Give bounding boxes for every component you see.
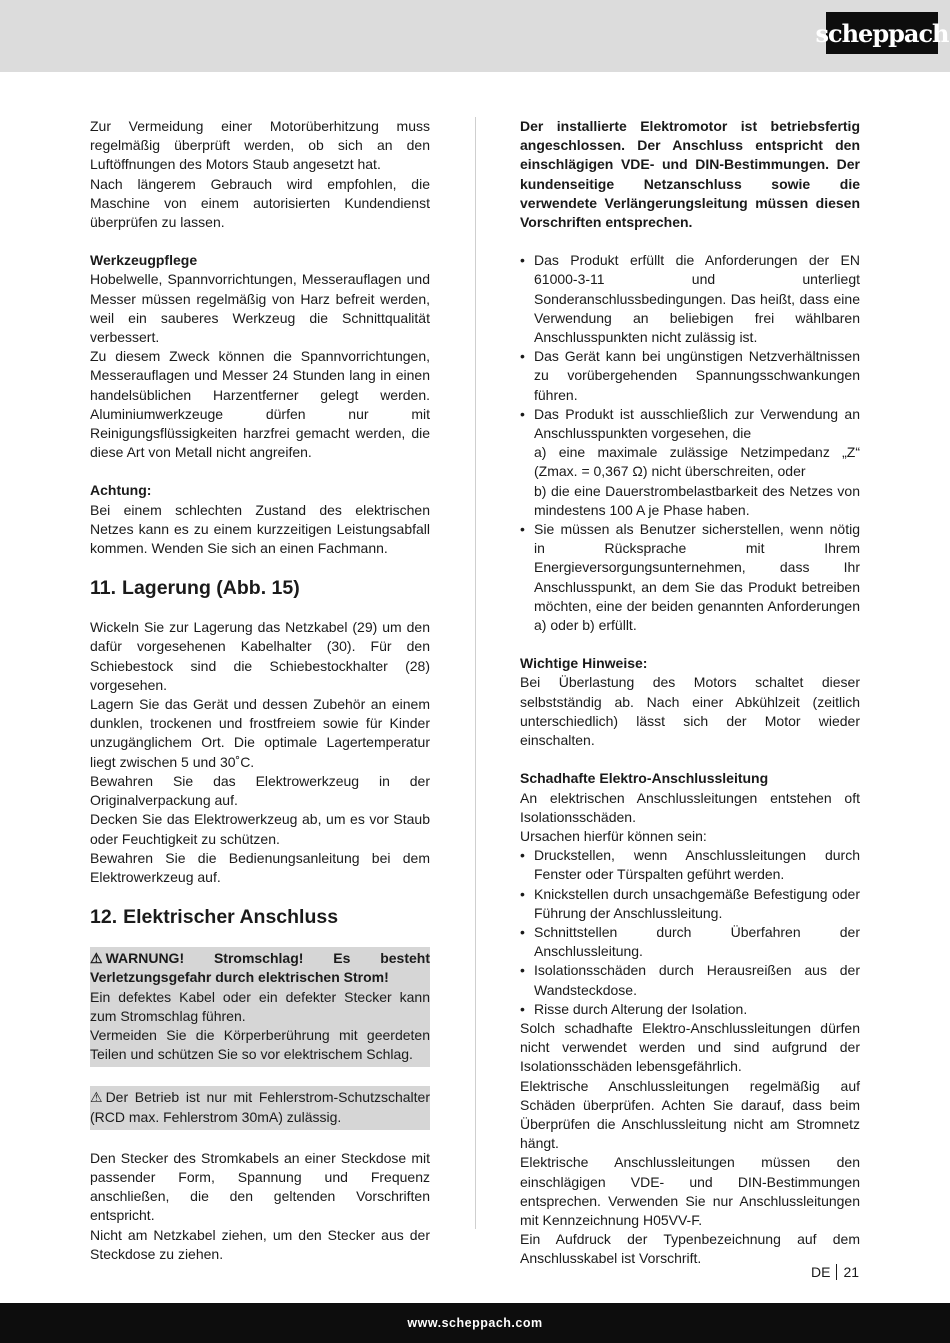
- brand-logo: scheppach: [826, 12, 938, 54]
- paragraph: Ein defektes Kabel oder ein defekter Stecker kann zum Stromschlag führen.: [90, 988, 430, 1024]
- header-bar: [0, 0, 950, 72]
- subheading-achtung: Achtung:: [90, 482, 152, 499]
- right-column: [520, 117, 860, 1269]
- list-item: • Druckstellen, wenn Anschlussleitungen durch Fenster oder Türspalten geführt werden.: [520, 846, 860, 884]
- paragraph: Den Stecker des Stromkabels an einer Steckdose mit passender Form, Spannung und Frequenz anschließen, die den geltenden Vorschriften entspricht.: [90, 1149, 430, 1224]
- footer-bar: [0, 1303, 950, 1343]
- subheading-schadhafte-leitung: Schadhafte Elektro-Anschlussleitung: [520, 770, 769, 787]
- paragraph: Zur Vermeidung einer Motorüberhitzung muss regelmäßig überprüft werden, ob sich an den Luftöffnungen des Motors Staub angesetzt hat.: [90, 118, 430, 173]
- list-item: • Knickstellen durch unsachgemäße Befestigung oder Führung der Anschlussleitung.: [520, 885, 860, 923]
- paragraph: Elektrische Anschlussleitungen regelmäßig auf Schäden überprüfen. Achten Sie darauf, dass beim Überprüfen die Anschlussleitung nicht am Stromnetz hängt.: [520, 1077, 860, 1152]
- paragraph: Ein Aufdruck der Typenbezeichnung auf dem Anschlusskabel ist Vorschrift.: [520, 1231, 860, 1267]
- language-code: DE: [811, 1264, 831, 1280]
- warning-title: ⚠ WARNUNG! Stromschlag! Es besteht Verletzungsgefahr durch elektrischen Strom!: [90, 950, 430, 986]
- paragraph: Decken Sie das Elektrowerkzeug ab, um es vor Staub oder Feuchtigkeit zu schützen.: [90, 811, 430, 847]
- column-divider: [475, 117, 476, 1229]
- warning-box-rcd: [90, 1086, 430, 1129]
- page-number-value: 21: [843, 1264, 860, 1280]
- list-item: • Schnittstellen durch Überfahren der Anschlussleitung.: [520, 923, 860, 961]
- paragraph: Bewahren Sie die Bedienungsanleitung bei dem Elektrowerkzeug auf.: [90, 849, 430, 885]
- chapter-number: 11.: [90, 577, 117, 600]
- website-url: www.scheppach.com: [407, 1316, 543, 1330]
- damage-causes-list: [520, 846, 860, 1019]
- list-item: • Das Gerät kann bei ungünstigen Netzverhältnissen zu vorübergehenden Spannungsschwankungen führen.: [520, 347, 860, 405]
- chapter-title: Lagerung (Abb. 15): [122, 577, 300, 600]
- paragraph: Bei einem schlechten Zustand des elektrischen Netzes kann es zu einem kurzzeitigen Leistungsabfall kommen. Wenden Sie sich an einen Fachmann.: [90, 501, 430, 557]
- chapter-title: Elektrischer Anschluss: [123, 906, 339, 929]
- paragraph: Solch schadhafte Elektro-Anschlussleitungen dürfen nicht verwendet werden und sind aufgrund der Isolationsschäden lebensgefährlich.: [520, 1019, 860, 1075]
- page-number: [811, 1264, 859, 1280]
- list-item: • Sie müssen als Benutzer sicherstellen, wenn nötig in Rücksprache mit Ihrem Energieversorgungsunternehmen, dass Ihr Anschlusspunkt, an dem Sie das Produkt betreiben möchten, eine der beiden genannten Anforderungen a) oder b) erfüllt.: [520, 520, 860, 635]
- paragraph: Vermeiden Sie die Körperberührung mit geerdeten Teilen und schützen Sie so vor elektrischem Schlag.: [90, 1026, 430, 1063]
- paragraph: Nicht am Netzkabel ziehen, um den Stecker aus der Steckdose zu ziehen.: [90, 1226, 430, 1262]
- page-separator: [836, 1264, 837, 1280]
- paragraph: Elektrische Anschlussleitungen müssen den einschlägigen VDE- und DIN-Bestimmungen entsprechen. Verwenden Sie nur Anschlussleitungen mit Kennzeichnung H05VV-F.: [520, 1154, 860, 1228]
- list-item: • Das Produkt ist ausschließlich zur Verwendung an Anschlusspunkten vorgesehen, die a) eine maximale zulässige Netzimpedanz „Z“ (Zmax. = 0,367 Ω) nicht überschreiten, oder b) die eine Dauerstrombelastbarkeit des Netzes von mindestens 100 A je Phase haben.: [520, 405, 860, 520]
- paragraph: Lagern Sie das Gerät und dessen Zubehör an einem dunklen, trockenen und frostfreiem sowie für Kinder unzugänglichem Ort. Die optimale Lagertemperatur liegt zwischen 5 und 30˚C.: [90, 696, 430, 770]
- motor-connection-notice: Der installierte Elektromotor ist betriebsfertig angeschlossen. Der Anschluss entspricht den einschlägigen VDE- und DIN-Bestimmungen. Der kundenseitige Netzanschluss sowie die verwendete Verlängerungsleitung müssen diesen Vorschriften entsprechen.: [520, 118, 860, 231]
- list-item: • Das Produkt erfüllt die Anforderungen der EN 61000-3-11 und unterliegt Sonderanschlussbedingungen. Das heißt, dass eine Verwendung an beliebigen frei wählbaren Anschlusspunkten nicht zulässig ist.: [520, 251, 860, 347]
- chapter-number: 12.: [90, 906, 118, 929]
- paragraph: Wickeln Sie zur Lagerung das Netzkabel (29) um den dafür vorgesehenen Kabelhalter (30). Für den Schiebestock sind die Schiebestockhalter (28) vorgesehen.: [90, 619, 430, 693]
- paragraph: Hobelwelle, Spannvorrichtungen, Messerauflagen und Messer müssen regelmäßig von Harz befreit werden, weil ein sauberes Werkzeug die Schnittqualität verbessert.: [90, 271, 430, 346]
- list-item: • Isolationsschäden durch Herausreißen aus der Wandsteckdose.: [520, 961, 860, 999]
- paragraph: An elektrischen Anschlussleitungen entstehen oft Isolationsschäden.: [520, 789, 860, 825]
- left-column: [90, 117, 430, 1264]
- paragraph: Ursachen hierfür können sein:: [520, 827, 707, 844]
- chapter-heading-11: [90, 576, 430, 600]
- paragraph: Bewahren Sie das Elektrowerkzeug in der Originalverpackung auf.: [90, 772, 430, 809]
- list-item: • Risse durch Alterung der Isolation.: [520, 1000, 860, 1019]
- subheading-werkzeugpflege: Werkzeugpflege: [90, 252, 198, 269]
- requirements-list: [520, 251, 860, 635]
- subheading-wichtige-hinweise: Wichtige Hinweise:: [520, 655, 648, 672]
- paragraph: Bei Überlastung des Motors schaltet dieser selbstständig ab. Nach einer Abkühlzeit (zeitlich unterschiedlich) lässt sich der Motor wieder einschalten.: [520, 674, 860, 749]
- warning-triangle-icon: ⚠: [90, 950, 103, 967]
- warning-box-electric-shock: [90, 947, 430, 1067]
- warning-text: ⚠ Der Betrieb ist nur mit Fehlerstrom-Schutzschalter (RCD max. Fehlerstrom 30mA) zulässig.: [90, 1089, 430, 1125]
- paragraph: Zu diesem Zweck können die Spannvorrichtungen, Messerauflagen und Messer 24 Stunden lang in einen handelsüblichen Harzentferner gelegt werden. Aluminiumwerkzeuge dürfen nur mit Reinigungsflüssigkeiten harzfrei gemacht werden, die diese Art von Metall nicht angreifen.: [90, 348, 430, 461]
- paragraph: Nach längerem Gebrauch wird empfohlen, die Maschine von einem autorisierten Kundendienst überprüfen zu lassen.: [90, 175, 430, 231]
- warning-triangle-icon: ⚠: [90, 1089, 103, 1106]
- chapter-heading-12: [90, 905, 430, 929]
